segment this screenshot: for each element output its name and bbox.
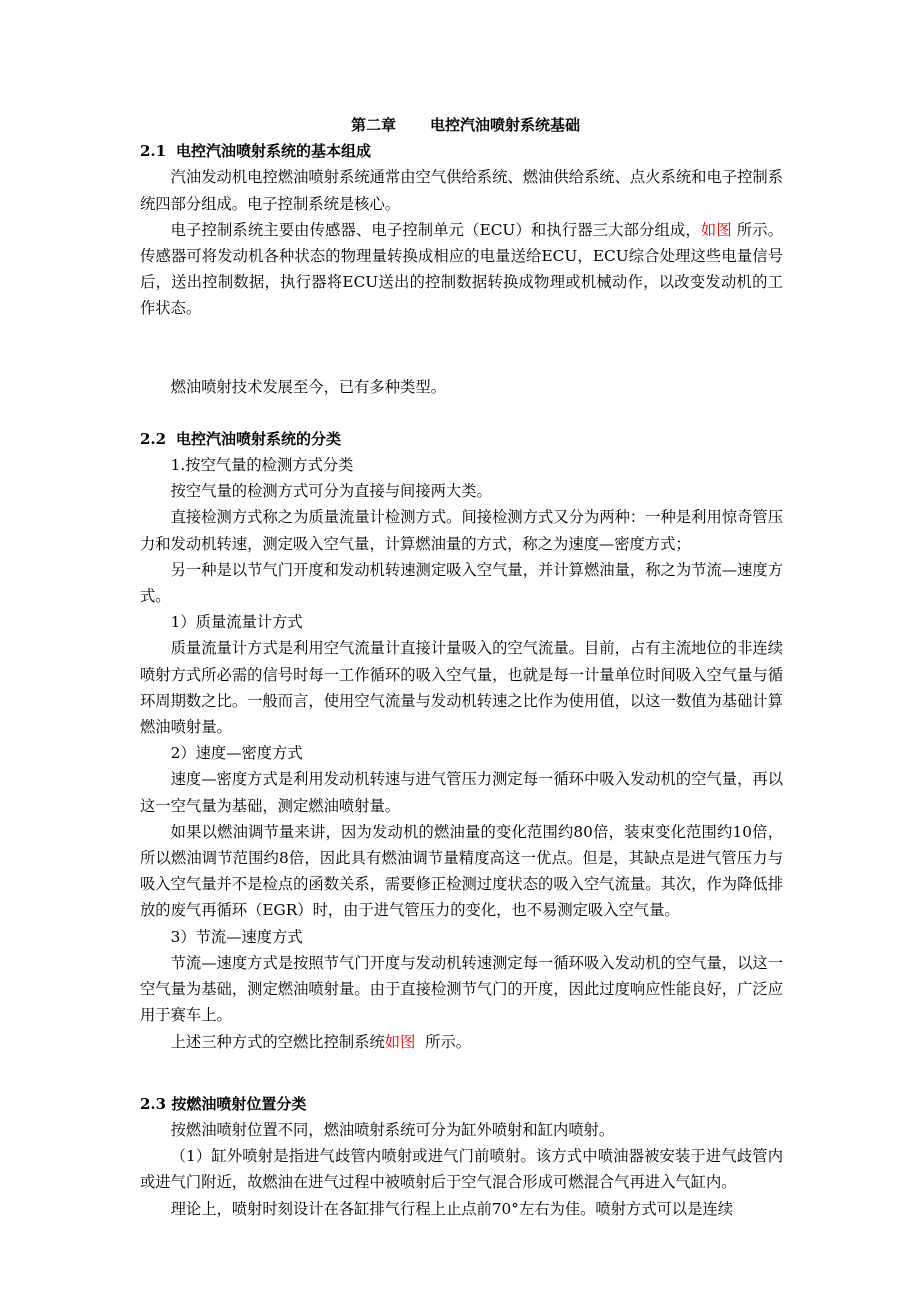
figure-reference-link[interactable]: 如图 [700, 220, 732, 239]
paragraph: 如果以燃油调节量来讲，因为发动机的燃油量的变化范围约80倍，装束变化范围约10倍，所以燃油调节范围约8倍，因此具有燃油调节量精度高这一优点。但是，其缺点是进气管压力与吸入空气量并不是检点的函数关系，需要修正检测过度状态的吸入空气流量。其次，作为降低排放的废气再循环（EGR）时，由于进气管压力的变化，也不易测定吸入空气量。 [140, 822, 783, 920]
paragraph: 理论上，喷射时刻设计在各缸排气行程上止点前70°左右为佳。喷射方式可以是连续 [170, 1199, 734, 1218]
section-2-2-number: 2.2 [140, 429, 167, 448]
paragraph: 燃油喷射技术发展至今，已有多种类型。 [170, 377, 446, 396]
paragraph: 另一种是以节气门开度和发动机转速测定吸入空气量，并计算燃油量，称之为节流—速度方式。 [140, 560, 783, 606]
subheading: 3）节流—速度方式 [170, 927, 303, 946]
section-2-1-heading [140, 138, 783, 164]
paragraph: 质量流量计方式是利用空气流量计直接计量吸入的空气流量。目前，占有主流地位的非连续喷射方式所必需的信号时每一工作循环的吸入空气量，也就是每一计量单位时间吸入空气量与循环周期数之比。一般而言，使用空气流量与发动机转速之比作为使用值，以这一数值为基础计算燃油喷射量。 [140, 639, 783, 737]
paragraph: 节流—速度方式是按照节气门开度与发动机转速测定每一循环吸入发动机的空气量，以这一空气量为基础，测定燃油喷射量。由于直接检测节气门的开度，因此过度响应性能良好，广泛应用于赛车上。 [140, 953, 783, 1025]
section-2-3-heading: 2.3 按燃油喷射位置分类 [140, 1094, 307, 1113]
chapter-title-text: 电控汽油喷射系统基础 [430, 116, 581, 134]
section-2-2-heading [140, 426, 783, 452]
paragraph-text: 上述三种方式的空燃比控制系统 [170, 1032, 385, 1051]
paragraph [140, 217, 783, 322]
chapter-prefix: 第二章 [350, 116, 396, 134]
paragraph: 直接检测方式称之为质量流量计检测方式。间接检测方式又分为两种：一种是利用惊奇管压力和发动机转速，测定吸入空气量，计算燃油量的方式，称之为速度—密度方式； [140, 508, 783, 553]
paragraph: 汽油发动机电控燃油喷射系统通常由空气供给系统、燃油供给系统、点火系统和电子控制系统四部分组成。电子控制系统是核心。 [140, 168, 783, 213]
paragraph: （1）缸外喷射是指进气歧管内喷射或进气门前喷射。该方式中喷油器被安装于进气歧管内或进气门附近，故燃油在进气过程中被喷射后于空气混合形成可燃混合气再进入气缸内。 [140, 1147, 783, 1192]
paragraph: 速度—密度方式是利用发动机转速与进气管压力测定每一循环中吸入发动机的空气量，再以这一空气量为基础，测定燃油喷射量。 [140, 770, 783, 815]
subheading: 2）速度—密度方式 [170, 744, 303, 763]
paragraph: 1.按空气量的检测方式分类 [170, 456, 354, 475]
paragraph-text: 所示。 [415, 1032, 471, 1051]
section-2-2-title: 电控汽油喷射系统的分类 [176, 429, 342, 448]
paragraph [140, 1029, 783, 1055]
section-2-1-number: 2.1 [140, 142, 167, 161]
paragraph-text: 所示。传感器可将发动机各种状态的物理量转换成相应的电量送给ECU，ECU综合处理这些电量信号后，送出控制数据，执行器将ECU送出的控制数据转换成物理或机械动作，以改变发动机的工作状态。 [140, 220, 783, 318]
paragraph: 按空气量的检测方式可分为直接与间接两大类。 [170, 482, 492, 501]
document-body [140, 112, 783, 1222]
paragraph: 按燃油喷射位置不同，燃油喷射系统可分为缸外喷射和缸内喷射。 [170, 1120, 615, 1139]
figure-reference-link[interactable]: 如图 [384, 1032, 416, 1051]
chapter-title [140, 112, 783, 138]
paragraph-text: 电子控制系统主要由传感器、电子控制单元（ECU）和执行器三大部分组成， [170, 220, 701, 239]
subheading: 1）质量流量计方式 [170, 613, 303, 632]
section-2-1-title: 电控汽油喷射系统的基本组成 [176, 142, 372, 161]
